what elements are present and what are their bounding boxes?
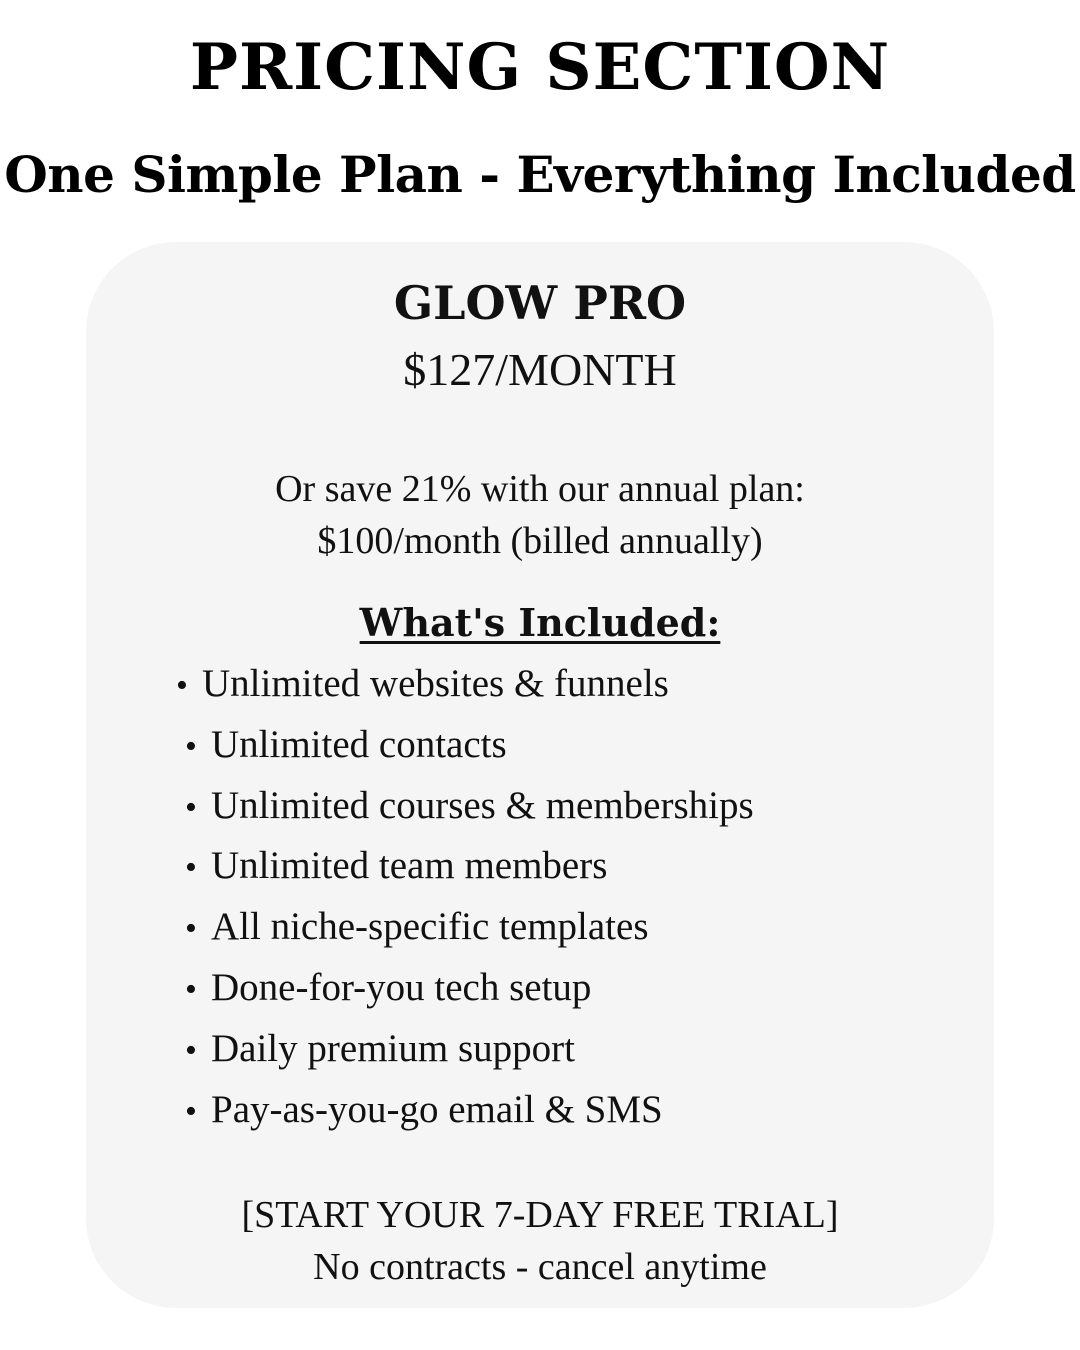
start-trial-button[interactable]: [START YOUR 7-DAY FREE TRIAL] [241,1194,839,1236]
page-subtitle: One Simple Plan - Everything Included [4,145,1076,204]
bullet-icon: • [185,788,197,826]
bullet-icon: • [185,1031,197,1069]
bullet-icon: • [185,849,197,887]
feature-item [176,776,754,837]
included-heading: What's Included: [359,600,721,645]
plan-price: $127/MONTH [403,344,677,395]
feature-label: Done-for-you tech setup [211,965,592,1009]
bullet-icon: • [185,1092,197,1130]
bullet-icon: • [185,970,197,1008]
plan-name: GLOW PRO [393,276,687,330]
feature-item [176,715,754,776]
feature-item [176,1019,754,1080]
bullet-icon: • [185,727,197,765]
feature-label: Unlimited contacts [211,722,507,766]
cta-note: No contracts - cancel anytime [313,1246,767,1288]
feature-label: Pay-as-you-go email & SMS [211,1087,663,1131]
page-title: PRICING SECTION [189,30,891,105]
feature-label: Unlimited websites & funnels [202,662,669,705]
feature-item [176,897,754,958]
feature-label: Unlimited courses & memberships [211,783,754,827]
feature-label: Daily premium support [211,1026,575,1070]
bullet-icon: • [176,667,188,704]
feature-item [176,958,754,1019]
feature-list [176,654,754,1140]
bullet-icon: • [185,910,197,948]
feature-item [176,1080,754,1141]
feature-label: Unlimited team members [211,844,608,888]
annual-price-text: $100/month (billed annually) [317,520,763,562]
feature-label: All niche-specific templates [211,905,649,949]
feature-item [176,654,754,715]
feature-item [176,836,754,897]
annual-offer-text: Or save 21% with our annual plan: [275,468,805,510]
